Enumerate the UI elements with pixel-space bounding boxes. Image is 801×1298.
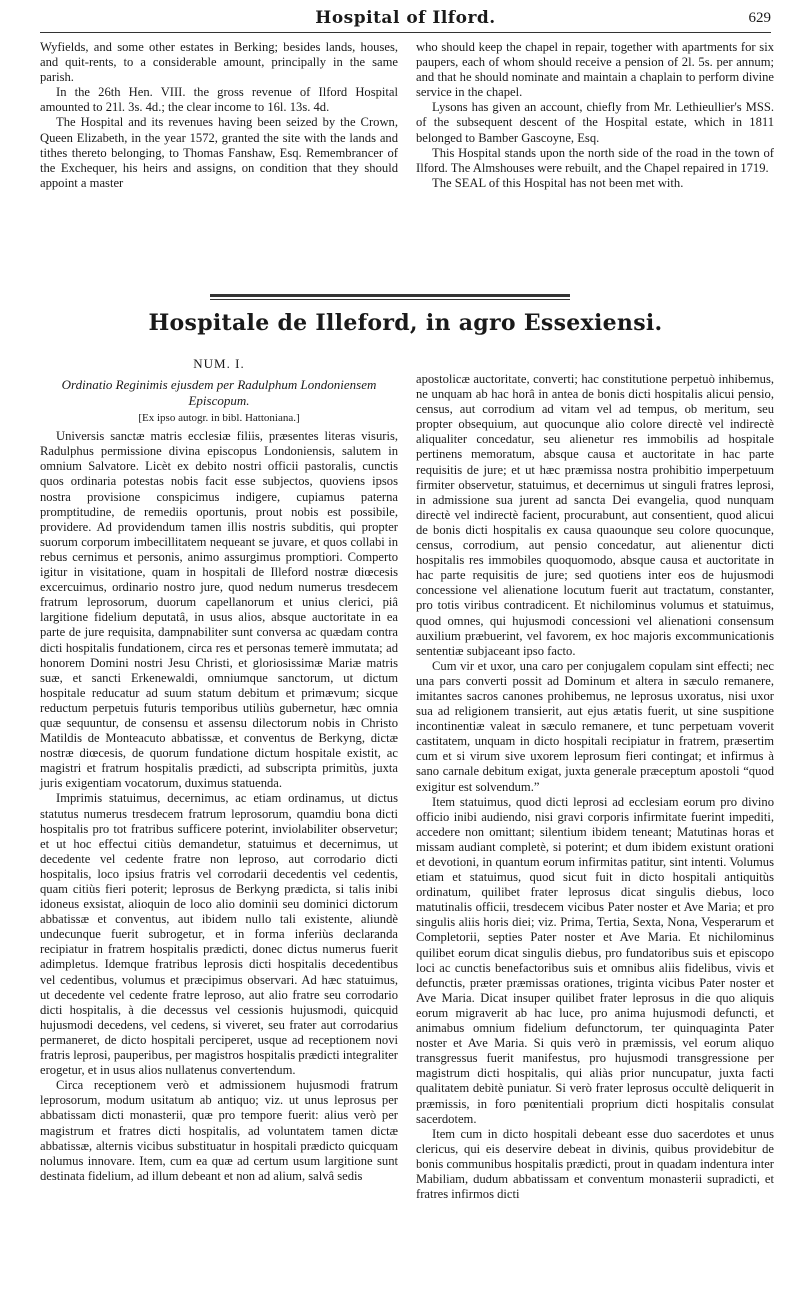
paragraph: Lysons has given an account, chiefly from Mr. Lethieullier's MSS. of the subsequent descent of the Hospital estate, which in 1811 belonged to Bamber Gascoyne, Esq.	[416, 100, 774, 145]
section-divider	[210, 294, 570, 300]
section-title: Hospitale de Illeford, in agro Essexiensi.	[148, 310, 663, 336]
top-right-column	[416, 40, 774, 191]
document-title: Ordinatio Reginimis ejusdem per Radulphum Londoniensem Episcopum.	[61, 377, 377, 409]
document-right-column	[416, 372, 774, 1202]
paragraph: Universis sanctæ matris ecclesiæ filiis, præsentes literas visuris, Radulphus permissione divina episcopus Londoniensis, salutem in omnium Salvatore. Licèt ex debito nostri officii pastoralis, cunctis quos ordinaria potestas nobis facit esse subjectos, quoviens ipsos nostra provisione conspicimus indigere, cupiamus paterna promptitudine, de remediis oportunis, prout nobis est possibile, providere. Ad providendum tamen illis nostris subditis, qui propter suorum corporum imbecillitatem nequeant se juvare, et quos collabi in rebus cernimus et personis, animo assurgimus promptiori. Comperto igitur in visitatione, quam in hospitali de Illeford nostræ diœcesis excercuimus, ordinario nostro jure, quod nedum numerus tresdecem fratrum leprosorum, duorum capellanorum et unius clerici, piâ largitione fidelium deputatâ, in usus alios, absque auctoritate in ea parte de jure requisita, dampnabiliter sunt conversa ac quædam contra dicti hospitalis fundationem, circa res et personas temerè immutata; ad honorem Domini nostri Jesu Christi, et gloriosissimæ Mariæ matris suæ, et sancti Erkenewaldi, omniumque sanctorum, ut dictum hospitale reducatur ad suum statum debitum et primævum; sicque reductum perpetuis futuris temporibus utiliùs gubernetur, hæc omnia quæ sequuntur, de consensu et assensu dilectorum nobis in Christo Matildis de Monteacuto abbatissæ, et conventus de Berkyng, dictæ nostræ diœcesis, de quorum fundatione dictum hospitale existit, ac magistri et fratrum hospitalis prædicti, ad subscripta primitùs, juxta juris exigentiam vocatorum, duximus statuenda.	[40, 429, 398, 791]
page-number: 629	[748, 10, 771, 26]
running-head	[40, 8, 771, 34]
paragraph: This Hospital stands upon the north side of the road in the town of Ilford. The Almshouses were rebuilt, and the Chapel repaired in 1719.	[416, 145, 774, 175]
document-number: NUM. I.	[193, 356, 245, 371]
paragraph: Wyfields, and some other estates in Berking; besides lands, houses, and quit-rents, to a considerable amount, principally in the same parish.	[40, 40, 398, 85]
document-left-column	[40, 356, 398, 1184]
top-left-column	[40, 40, 398, 191]
paragraph: In the 26th Hen. VIII. the gross revenue of Ilford Hospital amounted to 21l. 3s. 4d.; the clear income to 16l. 13s. 4d.	[40, 85, 398, 115]
paragraph: Imprimis statuimus, decernimus, ac etiam ordinamus, ut dictus statutus numerus tresdecem fratrum leprosorum, quamdiu bona dicti hospitalis pro tot fratribus sufficere poterint, inviolabiliter observetur; et ut hoc effectui citiùs demandetur, statuimus et decernimus, ut decedente vel cedente fratre non leproso, aut corrodario dicti hospitalis, loco ipsius fratris vel corrodarii decedentis vel cedentis, quam citiùs fieri poterit; leprosus de Berkyng prædicta, si talis inibi idoneus exsistat, alioquin de loco alio dominii seu dominici dictorum abbatissæ et conventus, aut ibidem nullo tali existente, aliundè undecunque fuerit subrogetur, et in forma inferiùs declaranda recipiatur in fratrem hospitalis prædicti, donec dictus numerus fuerit adimpletus. Idemque fratribus leprosis dicti hospitalis decedentibus vel cedentibus, volumus et præcipimus observari. Ad hæc statuimus, ut decedente vel cedente fratre leproso, aut alio fratre seu corrodario dicti hospitalis, à die decessus vel cessionis hujusmodi, quicquid hujusmodi decedens, vel cedens, si viveret, seu frater aut corrodarius permaneret, de dicto hospitali perciperet, usque ad receptionem novi fratris leprosi, pauperibus, per magistros hospitalis prædicti integraliter erogetur, et in usus alios nullatenus convertendum.	[40, 791, 398, 1078]
paragraph: The SEAL of this Hospital has not been met with.	[432, 175, 684, 190]
running-title: Hospital of Ilford.	[315, 8, 496, 28]
header-rule	[40, 32, 771, 33]
paragraph: Circa receptionem verò et admissionem hujusmodi fratrum leprosorum, modum usitatum ab antiquo; viz. ut unus leprosus per abbatissam dicti monasterii, quæ pro tempore fuerit: alius verò per magistrum et fratres dicti hospitalis, ad voluntatem tamen dictæ abbatissæ, alternis vicibus substituatur in hospitali prædicto quicquam nolumus innovare. Item, cum ea quæ ad certum usum largitione sunt destinata fidelium, ad illum debeant et non ad alium, salvâ sedis	[40, 1078, 398, 1183]
document-source: [Ex ipso autogr. in bibl. Hattoniana.]	[138, 412, 300, 425]
paragraph: Cum vir et uxor, una caro per conjugalem copulam sint effecti; nec una pars converti possit ad Dominum et altera in sæculo remanere, imitantes sacros canones prohibemus, ne leprosus uxoratus, nisi uxor sua ad religionem transierit, aut ejus ætatis fuerit, ut sine suspitione incontinentiæ valeat in sæculo remanere, et tunc perpetuam voverit castitatem, unquam in dicto hospitali recipiatur in fratrem, præsertim cum et si virum sive uxorem leprosum fieri contingat; et infirmus à sano carnale debitum exigat, juxta generale præceptum apostoli “quod exigitur est solvendum.”	[416, 658, 774, 794]
paragraph: Item statuimus, quod dicti leprosi ad ecclesiam eorum pro divino officio inibi audiendo, nisi gravi corporis infirmitate fuerint impediti, accedere non omittant; silentium ibidem teneant; Matutinas horas et missam audiant completè, si poterint; et dum ibidem existunt orationi et devotioni, in quantum eorum infirmitas patitur, sint intenti. Volumus etiam et statuimus, quod sicut fuit in dicto hospitali antiquitùs ordinatum, quilibet frater leprosus dicat singulis diebus, loco matutinalis officii, tresdecem vicibus Pater noster et Ave Maria; et pro singulis aliis horis diei; viz. Prima, Tertia, Sexta, Nona, Vesperarum et Completorii, septies Pater noster et Ave Maria. Et nichilominus quilibet eorum dicat singulis diebus, pro fundatoribus suis et episcopo loci ac cunctis benefactoribus suis et omnibus aliis fidelibus, vivis et defunctis, præter præmissas orationes, triginta vicibus Pater noster et Ave Maria. Dicat insuper quilibet frater leprosus in die quo aliquis eorum migraverit ab hac luce, pro anima hujusmodi defuncti, et animabus omnium fidelium defunctorum, ter quinquaginta Pater noster et Ave Maria. Si quis verò in præmissis, vel eorum aliquo transgressus fuerit manifestus, pro hujusmodi transgressione per magistrum dicti hospitalis, qui aliàs prior nuncupatur, juxta facti qualitatem debitè puniatur. Si verò frater leprosus occultè deliquerit in præmissis, in foro pœnitentiali proprium dicti hospitalis consulat sacerdotem.	[416, 794, 774, 1126]
paragraph: who should keep the chapel in repair, together with apartments for six paupers, each of whom should receive a pension of 2l. 5s. per annum; and that he should nominate and maintain a chaplain to perform divine service in the chapel.	[416, 40, 774, 100]
paragraph: The Hospital and its revenues having been seized by the Crown, Queen Elizabeth, in the year 1572, granted the site with the lands and tithes thereto belonging, to Thomas Fanshaw, Esq. Remembrancer of the Exchequer, his heirs and assigns, on condition that they should appoint a master	[40, 115, 398, 190]
paragraph: apostolicæ auctoritate, converti; hac constitutione perpetuò inhibemus, ne unquam ab hac horâ in antea de bonis dicti hospitalis alicui pensio, census, aut corrodium ad vitam vel ad tempus, ob meritum, seu propter obsequium, aut quocunque alio colore directè vel indirectè aliqualiter concedatur, seu alienetur res immobilis ad hospitale pertinens memoratum, absque causa et auctoritate in hac parte requisitis de jure; et ut hæc præmissa nostra prohibitio imperpetuum firmiter observetur, statuimus, et decernimus ut singuli fratres leprosi, in admissione sua jurent ad sancta Dei evangelia, quod nunquam directè vel indirectè facient, procurabunt, aut consentient, quod alicui de bonis dicti hospitalis ex causa quaounque seu colore quocunque, census, corrodium, aut pensio concedatur, aut alienentur dicti hospitalis res immobiles quoquomodo, absque causa et auctoritate in hac parte requisitis de jure; sed quotiens inter eos de hujusmodi concessione vel alienatione locutum fuerit aut tractatum, constanter, pro totis viribus contradicent. Et nichilominus volumus et statuimus, quod omnes, qui hujusmodi concessioni vel alienationi consensum auxilium præbuerint, vel favorem, ex hoc majoris excommunicationis sententiæ subjaceant ipso facto.	[416, 372, 774, 658]
paragraph: Item cum in dicto hospitali debeant esse duo sacerdotes et unus clericus, qui eis deservire debeat in divinis, quibus providebitur de bonis communibus hospitalis prædicti, prout in quadam indentura inter Mabiliam, dudum abbatissam et conventum monasterii supradicti, et fratres infirmos dicti	[416, 1126, 774, 1202]
